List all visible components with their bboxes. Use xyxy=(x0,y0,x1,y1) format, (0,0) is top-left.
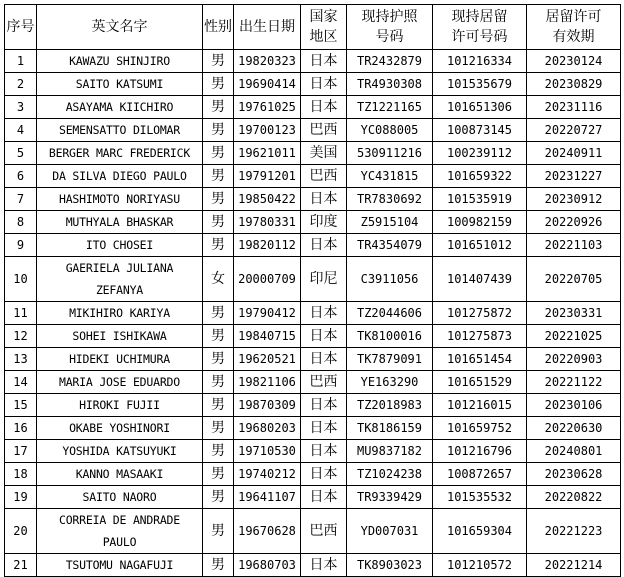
cell-sex: 男 xyxy=(203,234,234,257)
table-row xyxy=(5,50,621,73)
cell-validity: 20230331 xyxy=(527,302,621,325)
header-country-line2: 地区 xyxy=(309,29,338,45)
table-row xyxy=(5,96,621,119)
cell-passport: TK8100016 xyxy=(347,325,433,348)
header-dob xyxy=(234,5,301,50)
header-country xyxy=(301,5,347,50)
header-seq-label: 序号 xyxy=(6,19,35,35)
cell-seq: 14 xyxy=(5,371,37,394)
cell-validity: 20220903 xyxy=(527,348,621,371)
cell-permit: 101659304 xyxy=(433,509,527,554)
residence-permit-table xyxy=(4,4,621,577)
cell-name: BERGER MARC FREDERICK xyxy=(37,142,203,165)
cell-name-line2: PAULO xyxy=(102,535,137,549)
cell-name: SOHEI ISHIKAWA xyxy=(37,325,203,348)
table-row xyxy=(5,257,621,302)
cell-permit: 101659752 xyxy=(433,417,527,440)
cell-sex: 男 xyxy=(203,96,234,119)
cell-country: 日本 xyxy=(301,188,347,211)
cell-passport: YD007031 xyxy=(347,509,433,554)
cell-dob: 19680703 xyxy=(234,554,301,577)
cell-permit: 101407439 xyxy=(433,257,527,302)
cell-dob: 19820323 xyxy=(234,50,301,73)
cell-passport: MU9837182 xyxy=(347,440,433,463)
cell-passport: TR2432879 xyxy=(347,50,433,73)
cell-name: HASHIMOTO NORIYASU xyxy=(37,188,203,211)
cell-validity: 20240911 xyxy=(527,142,621,165)
cell-seq: 15 xyxy=(5,394,37,417)
cell-passport: Z5915104 xyxy=(347,211,433,234)
cell-passport: 530911216 xyxy=(347,142,433,165)
cell-seq: 1 xyxy=(5,50,37,73)
table-row xyxy=(5,509,621,554)
table-row xyxy=(5,325,621,348)
table-row xyxy=(5,211,621,234)
cell-permit: 101275873 xyxy=(433,325,527,348)
cell-sex: 男 xyxy=(203,119,234,142)
header-passport-line2: 号码 xyxy=(375,29,404,45)
header-validity-line2: 有效期 xyxy=(552,29,595,45)
cell-permit: 101659322 xyxy=(433,165,527,188)
cell-seq: 18 xyxy=(5,463,37,486)
cell-country: 日本 xyxy=(301,325,347,348)
table-row xyxy=(5,302,621,325)
cell-country: 日本 xyxy=(301,50,347,73)
cell-dob: 19670628 xyxy=(234,509,301,554)
cell-dob: 19620521 xyxy=(234,348,301,371)
cell-validity: 20221103 xyxy=(527,234,621,257)
header-seq xyxy=(5,5,37,50)
cell-validity: 20221214 xyxy=(527,554,621,577)
cell-dob: 19761025 xyxy=(234,96,301,119)
cell-sex: 男 xyxy=(203,463,234,486)
cell-passport: TZ2018983 xyxy=(347,394,433,417)
cell-passport: TZ2044606 xyxy=(347,302,433,325)
table-row xyxy=(5,348,621,371)
cell-country: 日本 xyxy=(301,417,347,440)
cell-dob: 19791201 xyxy=(234,165,301,188)
table-body xyxy=(5,50,621,577)
cell-sex: 男 xyxy=(203,188,234,211)
table-row xyxy=(5,73,621,96)
table-row xyxy=(5,463,621,486)
cell-name xyxy=(37,509,203,554)
cell-country: 日本 xyxy=(301,73,347,96)
cell-country: 日本 xyxy=(301,554,347,577)
cell-dob: 19641107 xyxy=(234,486,301,509)
cell-sex: 男 xyxy=(203,325,234,348)
cell-passport: TR4930308 xyxy=(347,73,433,96)
cell-seq: 9 xyxy=(5,234,37,257)
cell-passport: YC431815 xyxy=(347,165,433,188)
cell-validity: 20230124 xyxy=(527,50,621,73)
cell-name: TSUTOMU NAGAFUJI xyxy=(37,554,203,577)
cell-country: 巴西 xyxy=(301,371,347,394)
cell-name xyxy=(37,257,203,302)
cell-sex: 男 xyxy=(203,142,234,165)
cell-country: 美国 xyxy=(301,142,347,165)
cell-dob: 19680203 xyxy=(234,417,301,440)
cell-name: YOSHIDA KATSUYUKI xyxy=(37,440,203,463)
cell-sex: 男 xyxy=(203,509,234,554)
cell-passport: TZ1024238 xyxy=(347,463,433,486)
cell-seq: 16 xyxy=(5,417,37,440)
cell-dob: 19621011 xyxy=(234,142,301,165)
cell-permit: 101651454 xyxy=(433,348,527,371)
cell-dob: 19710530 xyxy=(234,440,301,463)
header-dob-label: 出生日期 xyxy=(239,19,295,35)
cell-seq: 6 xyxy=(5,165,37,188)
cell-passport: TR9339429 xyxy=(347,486,433,509)
cell-dob: 19690414 xyxy=(234,73,301,96)
cell-permit: 101275872 xyxy=(433,302,527,325)
cell-validity: 20230628 xyxy=(527,463,621,486)
cell-sex: 男 xyxy=(203,371,234,394)
header-passport xyxy=(347,5,433,50)
header-sex xyxy=(203,5,234,50)
cell-country: 日本 xyxy=(301,96,347,119)
cell-sex: 男 xyxy=(203,394,234,417)
table-row xyxy=(5,486,621,509)
cell-name-line1: CORREIA DE ANDRADE xyxy=(58,513,181,527)
cell-name: OKABE YOSHINORI xyxy=(37,417,203,440)
header-validity xyxy=(527,5,621,50)
cell-sex: 男 xyxy=(203,50,234,73)
cell-passport: C3911056 xyxy=(347,257,433,302)
cell-sex: 男 xyxy=(203,486,234,509)
table-row xyxy=(5,394,621,417)
cell-name: MIKIHIRO KARIYA xyxy=(37,302,203,325)
cell-seq: 7 xyxy=(5,188,37,211)
cell-permit: 101651529 xyxy=(433,371,527,394)
cell-permit: 100239112 xyxy=(433,142,527,165)
cell-dob: 19780331 xyxy=(234,211,301,234)
cell-country: 巴西 xyxy=(301,509,347,554)
cell-country: 日本 xyxy=(301,348,347,371)
table-row xyxy=(5,554,621,577)
cell-permit: 100873145 xyxy=(433,119,527,142)
cell-dob: 19700123 xyxy=(234,119,301,142)
cell-validity: 20220727 xyxy=(527,119,621,142)
header-name xyxy=(37,5,203,50)
cell-dob: 19790412 xyxy=(234,302,301,325)
cell-name: HIDEKI UCHIMURA xyxy=(37,348,203,371)
cell-passport: TK8903023 xyxy=(347,554,433,577)
cell-name: SEMENSATTO DILOMAR xyxy=(37,119,203,142)
cell-dob: 19840715 xyxy=(234,325,301,348)
cell-country: 日本 xyxy=(301,486,347,509)
cell-dob: 20000709 xyxy=(234,257,301,302)
cell-validity: 20240801 xyxy=(527,440,621,463)
cell-seq: 19 xyxy=(5,486,37,509)
cell-passport: TK8186159 xyxy=(347,417,433,440)
cell-sex: 女 xyxy=(203,257,234,302)
cell-permit: 101651306 xyxy=(433,96,527,119)
cell-sex: 男 xyxy=(203,348,234,371)
cell-dob: 19820112 xyxy=(234,234,301,257)
cell-country: 巴西 xyxy=(301,119,347,142)
cell-sex: 男 xyxy=(203,165,234,188)
cell-seq: 3 xyxy=(5,96,37,119)
cell-validity: 20221122 xyxy=(527,371,621,394)
cell-name: SAITO KATSUMI xyxy=(37,73,203,96)
header-name-label: 英文名字 xyxy=(91,19,148,35)
cell-name: SAITO NAORO xyxy=(37,486,203,509)
cell-name: HIROKI FUJII xyxy=(37,394,203,417)
cell-validity: 20220630 xyxy=(527,417,621,440)
cell-permit: 101216796 xyxy=(433,440,527,463)
cell-seq: 21 xyxy=(5,554,37,577)
cell-seq: 8 xyxy=(5,211,37,234)
table-row xyxy=(5,234,621,257)
cell-validity: 20220822 xyxy=(527,486,621,509)
cell-passport: TR7830692 xyxy=(347,188,433,211)
cell-name: KAWAZU SHINJIRO xyxy=(37,50,203,73)
table-row xyxy=(5,165,621,188)
cell-sex: 男 xyxy=(203,211,234,234)
cell-name-line2: ZEFANYA xyxy=(95,283,144,297)
cell-name: ASAYAMA KIICHIRO xyxy=(37,96,203,119)
cell-seq: 13 xyxy=(5,348,37,371)
cell-dob: 19821106 xyxy=(234,371,301,394)
cell-name-line1: GAERIELA JULIANA xyxy=(65,261,174,275)
table-row xyxy=(5,440,621,463)
cell-validity: 20230912 xyxy=(527,188,621,211)
cell-dob: 19850422 xyxy=(234,188,301,211)
cell-sex: 男 xyxy=(203,302,234,325)
cell-validity: 20231116 xyxy=(527,96,621,119)
cell-seq: 17 xyxy=(5,440,37,463)
cell-seq: 12 xyxy=(5,325,37,348)
cell-sex: 男 xyxy=(203,440,234,463)
cell-permit: 100872657 xyxy=(433,463,527,486)
table-row xyxy=(5,142,621,165)
cell-name: KANNO MASAAKI xyxy=(37,463,203,486)
cell-permit: 101651012 xyxy=(433,234,527,257)
header-sex-label: 性别 xyxy=(204,19,232,35)
cell-validity: 20221223 xyxy=(527,509,621,554)
cell-permit: 101535679 xyxy=(433,73,527,96)
cell-country: 日本 xyxy=(301,463,347,486)
cell-country: 印度 xyxy=(301,211,347,234)
cell-country: 日本 xyxy=(301,440,347,463)
cell-passport: TR4354079 xyxy=(347,234,433,257)
header-permit-line1: 现持居留 xyxy=(451,9,508,25)
cell-dob: 19740212 xyxy=(234,463,301,486)
header-validity-line1: 居留许可 xyxy=(545,9,602,25)
cell-sex: 男 xyxy=(203,73,234,96)
cell-seq: 5 xyxy=(5,142,37,165)
header-row xyxy=(5,5,621,50)
cell-passport: TK7879091 xyxy=(347,348,433,371)
cell-permit: 101216015 xyxy=(433,394,527,417)
table-row xyxy=(5,188,621,211)
cell-country: 日本 xyxy=(301,302,347,325)
cell-country: 巴西 xyxy=(301,165,347,188)
cell-seq: 10 xyxy=(5,257,37,302)
cell-seq: 2 xyxy=(5,73,37,96)
cell-validity: 20231227 xyxy=(527,165,621,188)
cell-name: MUTHYALA BHASKAR xyxy=(37,211,203,234)
table-row xyxy=(5,417,621,440)
cell-country: 印尼 xyxy=(301,257,347,302)
table-row xyxy=(5,371,621,394)
cell-passport: TZ1221165 xyxy=(347,96,433,119)
cell-name: DA SILVA DIEGO PAULO xyxy=(37,165,203,188)
cell-permit: 101216334 xyxy=(433,50,527,73)
cell-seq: 11 xyxy=(5,302,37,325)
cell-passport: YE163290 xyxy=(347,371,433,394)
cell-sex: 男 xyxy=(203,417,234,440)
cell-validity: 20230829 xyxy=(527,73,621,96)
cell-passport: YC088005 xyxy=(347,119,433,142)
cell-permit: 100982159 xyxy=(433,211,527,234)
cell-validity: 20220926 xyxy=(527,211,621,234)
cell-sex: 男 xyxy=(203,554,234,577)
cell-country: 日本 xyxy=(301,394,347,417)
cell-seq: 20 xyxy=(5,509,37,554)
cell-dob: 19870309 xyxy=(234,394,301,417)
header-permit-line2: 许可号码 xyxy=(451,29,508,45)
cell-country: 日本 xyxy=(301,234,347,257)
cell-validity: 20230106 xyxy=(527,394,621,417)
cell-permit: 101210572 xyxy=(433,554,527,577)
cell-permit: 101535919 xyxy=(433,188,527,211)
table-row xyxy=(5,119,621,142)
cell-permit: 101535532 xyxy=(433,486,527,509)
cell-validity: 20220705 xyxy=(527,257,621,302)
cell-seq: 4 xyxy=(5,119,37,142)
header-passport-line1: 现持护照 xyxy=(361,9,418,25)
header-permit xyxy=(433,5,527,50)
cell-name: ITO CHOSEI xyxy=(37,234,203,257)
cell-name: MARIA JOSE EDUARDO xyxy=(37,371,203,394)
cell-validity: 20221025 xyxy=(527,325,621,348)
header-country-line1: 国家 xyxy=(309,9,338,25)
